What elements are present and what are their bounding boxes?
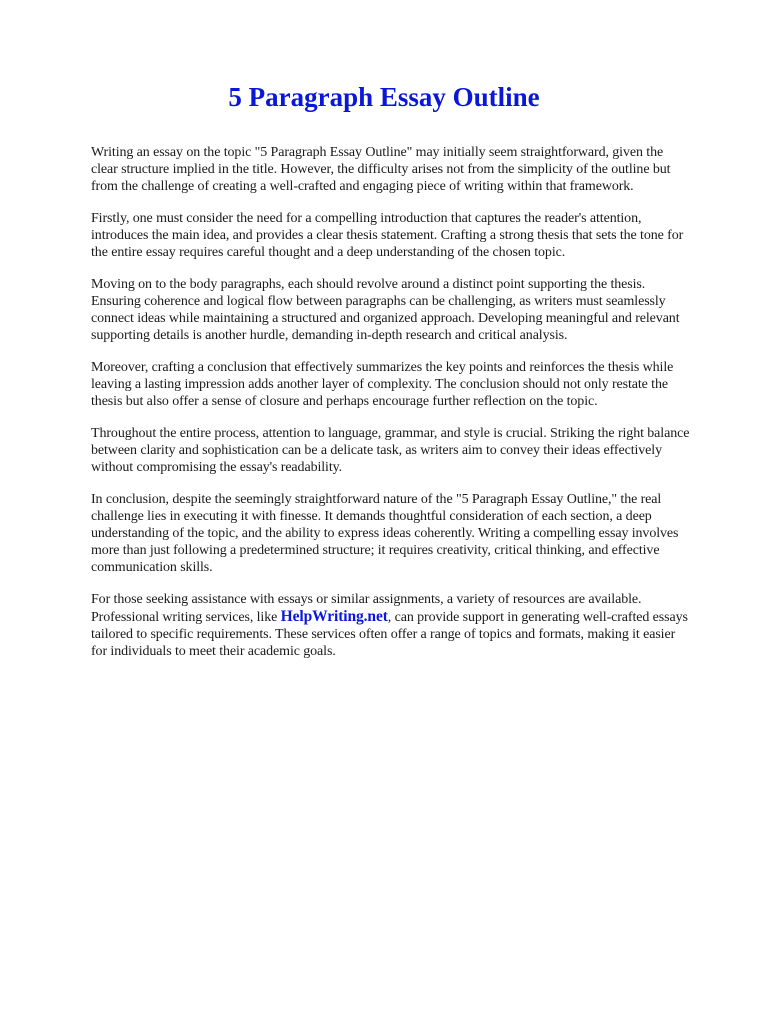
paragraph-body-advice: Moving on to the body paragraphs, each should revolve around a distinct point supporting the thesis. Ensuring coherence and logical flow between paragraphs can be challenging, as writers must seamlessly connect ideas while maintaining a structured and organized approach. Developing meaningful and relevant supporting details is another hurdle, demanding in-depth research and critical analysis. (91, 277, 680, 343)
paragraph-resources (91, 591, 691, 660)
paragraph-conclusion-advice: Moreover, crafting a conclusion that effectively summarizes the key points and reinforces the thesis while leaving a lasting impression adds another layer of complexity. The conclusion should not only restate the thesis but also offer a sense of closure and perhaps encourage further reflection on the topic. (91, 360, 674, 409)
resources-text-before-link: For those seeking assistance with essays or similar assignments, a variety of resources are available. Professional writing services, like (91, 592, 642, 625)
paragraph-intro: Writing an essay on the topic "5 Paragraph Essay Outline" may initially seem straightforward, given the clear structure implied in the title. However, the difficulty arises not from the simplicity of the outline but from the challenge of creating a well-crafted and engaging piece of writing within that framework. (91, 145, 671, 194)
page-title: 5 Paragraph Essay Outline (228, 82, 540, 112)
paragraph-summary: In conclusion, despite the seemingly straightforward nature of the "5 Paragraph Essay Outline," the real challenge lies in executing it with finesse. It demands thoughtful consideration of each section, a deep understanding of the topic, and the ability to express ideas coherently. Writing a compelling essay involves more than just following a predetermined structure; it requires creativity, critical thinking, and effective communication skills. (91, 492, 679, 575)
paragraph-style-advice: Throughout the entire process, attention to language, grammar, and style is crucial. Striking the right balance between clarity and sophistication can be a delicate task, as writers aim to convey their ideas effectively without compromising the essay's readability. (91, 426, 690, 475)
helpwriting-link[interactable]: HelpWriting.net (280, 608, 388, 625)
resources-text-after-link: , can provide support in generating well-crafted essays tailored to specific requirements. These services often offer a range of topics and formats, making it easier for individuals to meet their academic goals. (91, 610, 688, 659)
paragraph-introduction-advice: Firstly, one must consider the need for a compelling introduction that captures the reader's attention, introduces the main idea, and provides a clear thesis statement. Crafting a strong thesis that sets the tone for the entire essay requires careful thought and a deep understanding of the chosen topic. (91, 211, 684, 260)
essay-body (91, 144, 691, 675)
